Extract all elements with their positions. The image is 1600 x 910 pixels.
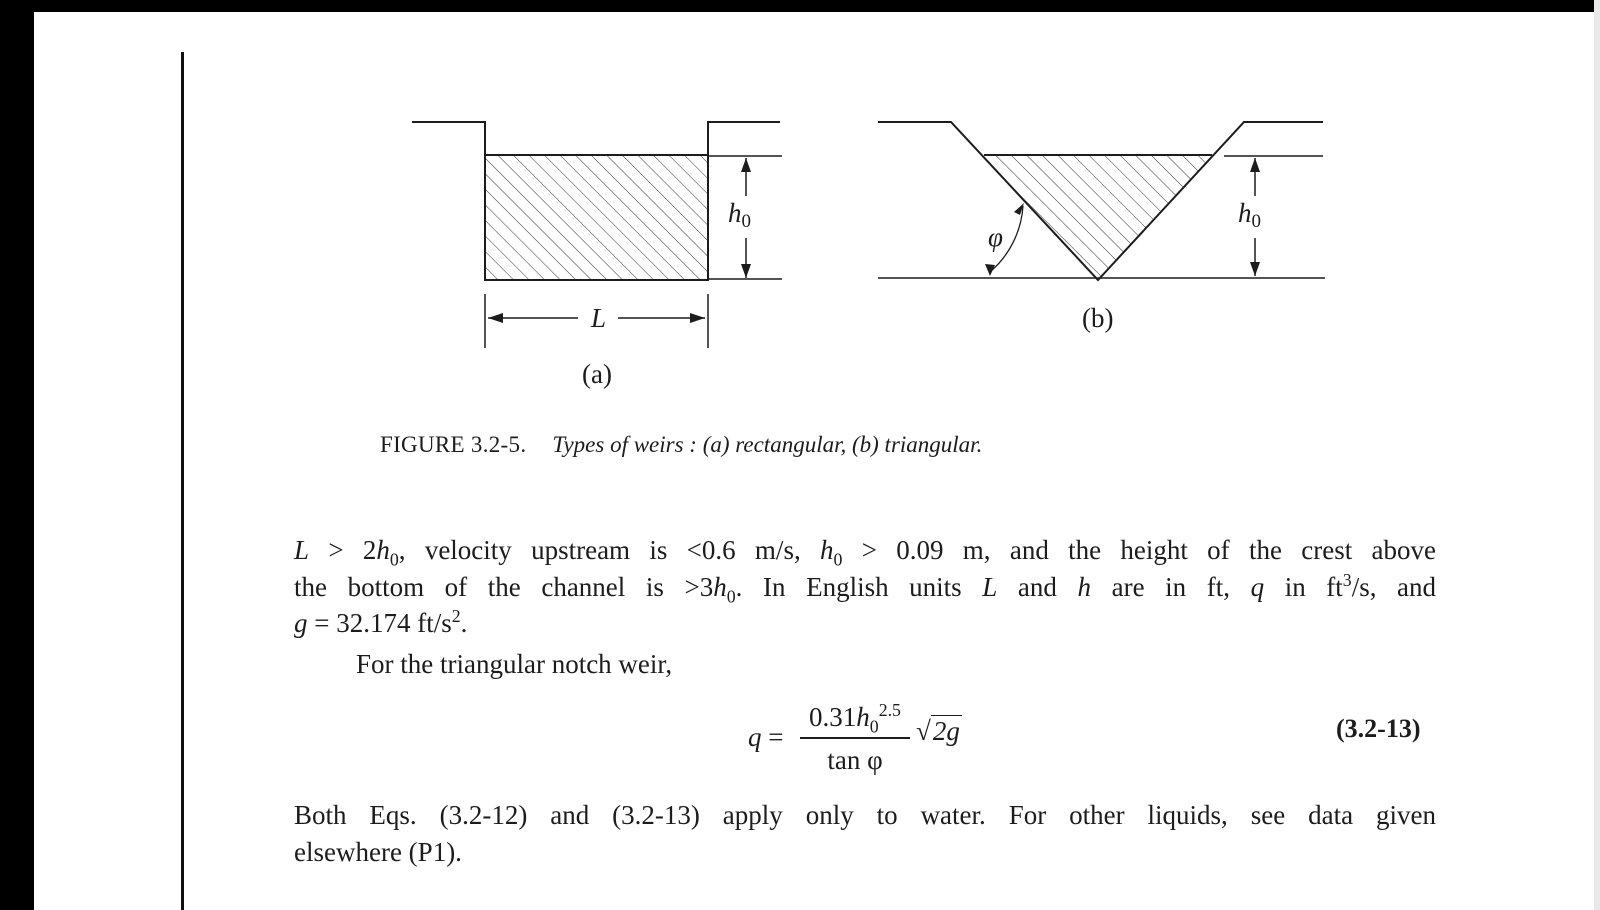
figure-caption-label: FIGURE 3.2-5.: [380, 432, 527, 457]
figure-caption-text: Types of weirs : (a) rectangular, (b) triangular.: [552, 432, 983, 457]
tri-angle-label: φ: [988, 222, 1003, 252]
body-paragraph-line-3: g = 32.174 $ft/s^2$.: [294, 606, 468, 638]
equation-lhs: q =: [748, 722, 784, 752]
subfigure-a-label: (a): [582, 359, 612, 389]
rect-width-label: L: [591, 303, 607, 333]
triangular-weir-diagram: [878, 122, 1325, 333]
equation-numerator: $0.31h_0^{2.5}$: [809, 700, 901, 737]
tri-height-arrowhead-down: [1250, 262, 1260, 276]
equation-number: (3.2-13): [1336, 714, 1421, 743]
equation-fraction: [800, 700, 910, 777]
equation-fraction-bar: [800, 737, 910, 739]
equation-denominator: tan φ: [827, 744, 883, 775]
body-paragraph-line-1: $L > 2h_0$, velocity upstream is <0.6 m/s, $h_0 > 0.09$ m, and the height of the crest above: [294, 535, 1436, 570]
closing-paragraph-line-2: elsewhere (P1).: [294, 837, 462, 867]
rect-width-arrowhead-left: [488, 313, 503, 323]
tri-angle-arrowhead-down: [985, 264, 995, 276]
rectangular-weir-diagram: [412, 122, 782, 389]
weir-figure: [0, 0, 1600, 420]
indented-sentence: For the triangular notch weir,: [356, 649, 673, 679]
body-paragraph-line-2: the bottom of the channel is $>3h_0$. In English units L and h are in ft, q in $ft^3/s$, and: [294, 570, 1437, 607]
equation-square-root: √2g: [916, 716, 960, 746]
sqrt-icon: √: [916, 716, 931, 746]
rect-width-arrowhead-right: [690, 313, 705, 323]
rect-height-label: h0: [728, 198, 751, 232]
closing-paragraph-line-1: Both Eqs. (3.2-12) and (3.2-13) apply only to water. For other liquids, see data given: [294, 800, 1436, 830]
tri-height-arrowhead-up: [1250, 158, 1260, 172]
rect-height-arrowhead-up: [741, 158, 751, 172]
figure-caption: [380, 432, 982, 458]
rect-height-arrowhead-down: [741, 264, 751, 278]
rect-weir-water-hatch: [485, 155, 708, 280]
tri-weir-water-hatch: [984, 155, 1212, 280]
tri-height-label: h0: [1238, 198, 1261, 232]
subfigure-b-label: (b): [1082, 303, 1114, 333]
